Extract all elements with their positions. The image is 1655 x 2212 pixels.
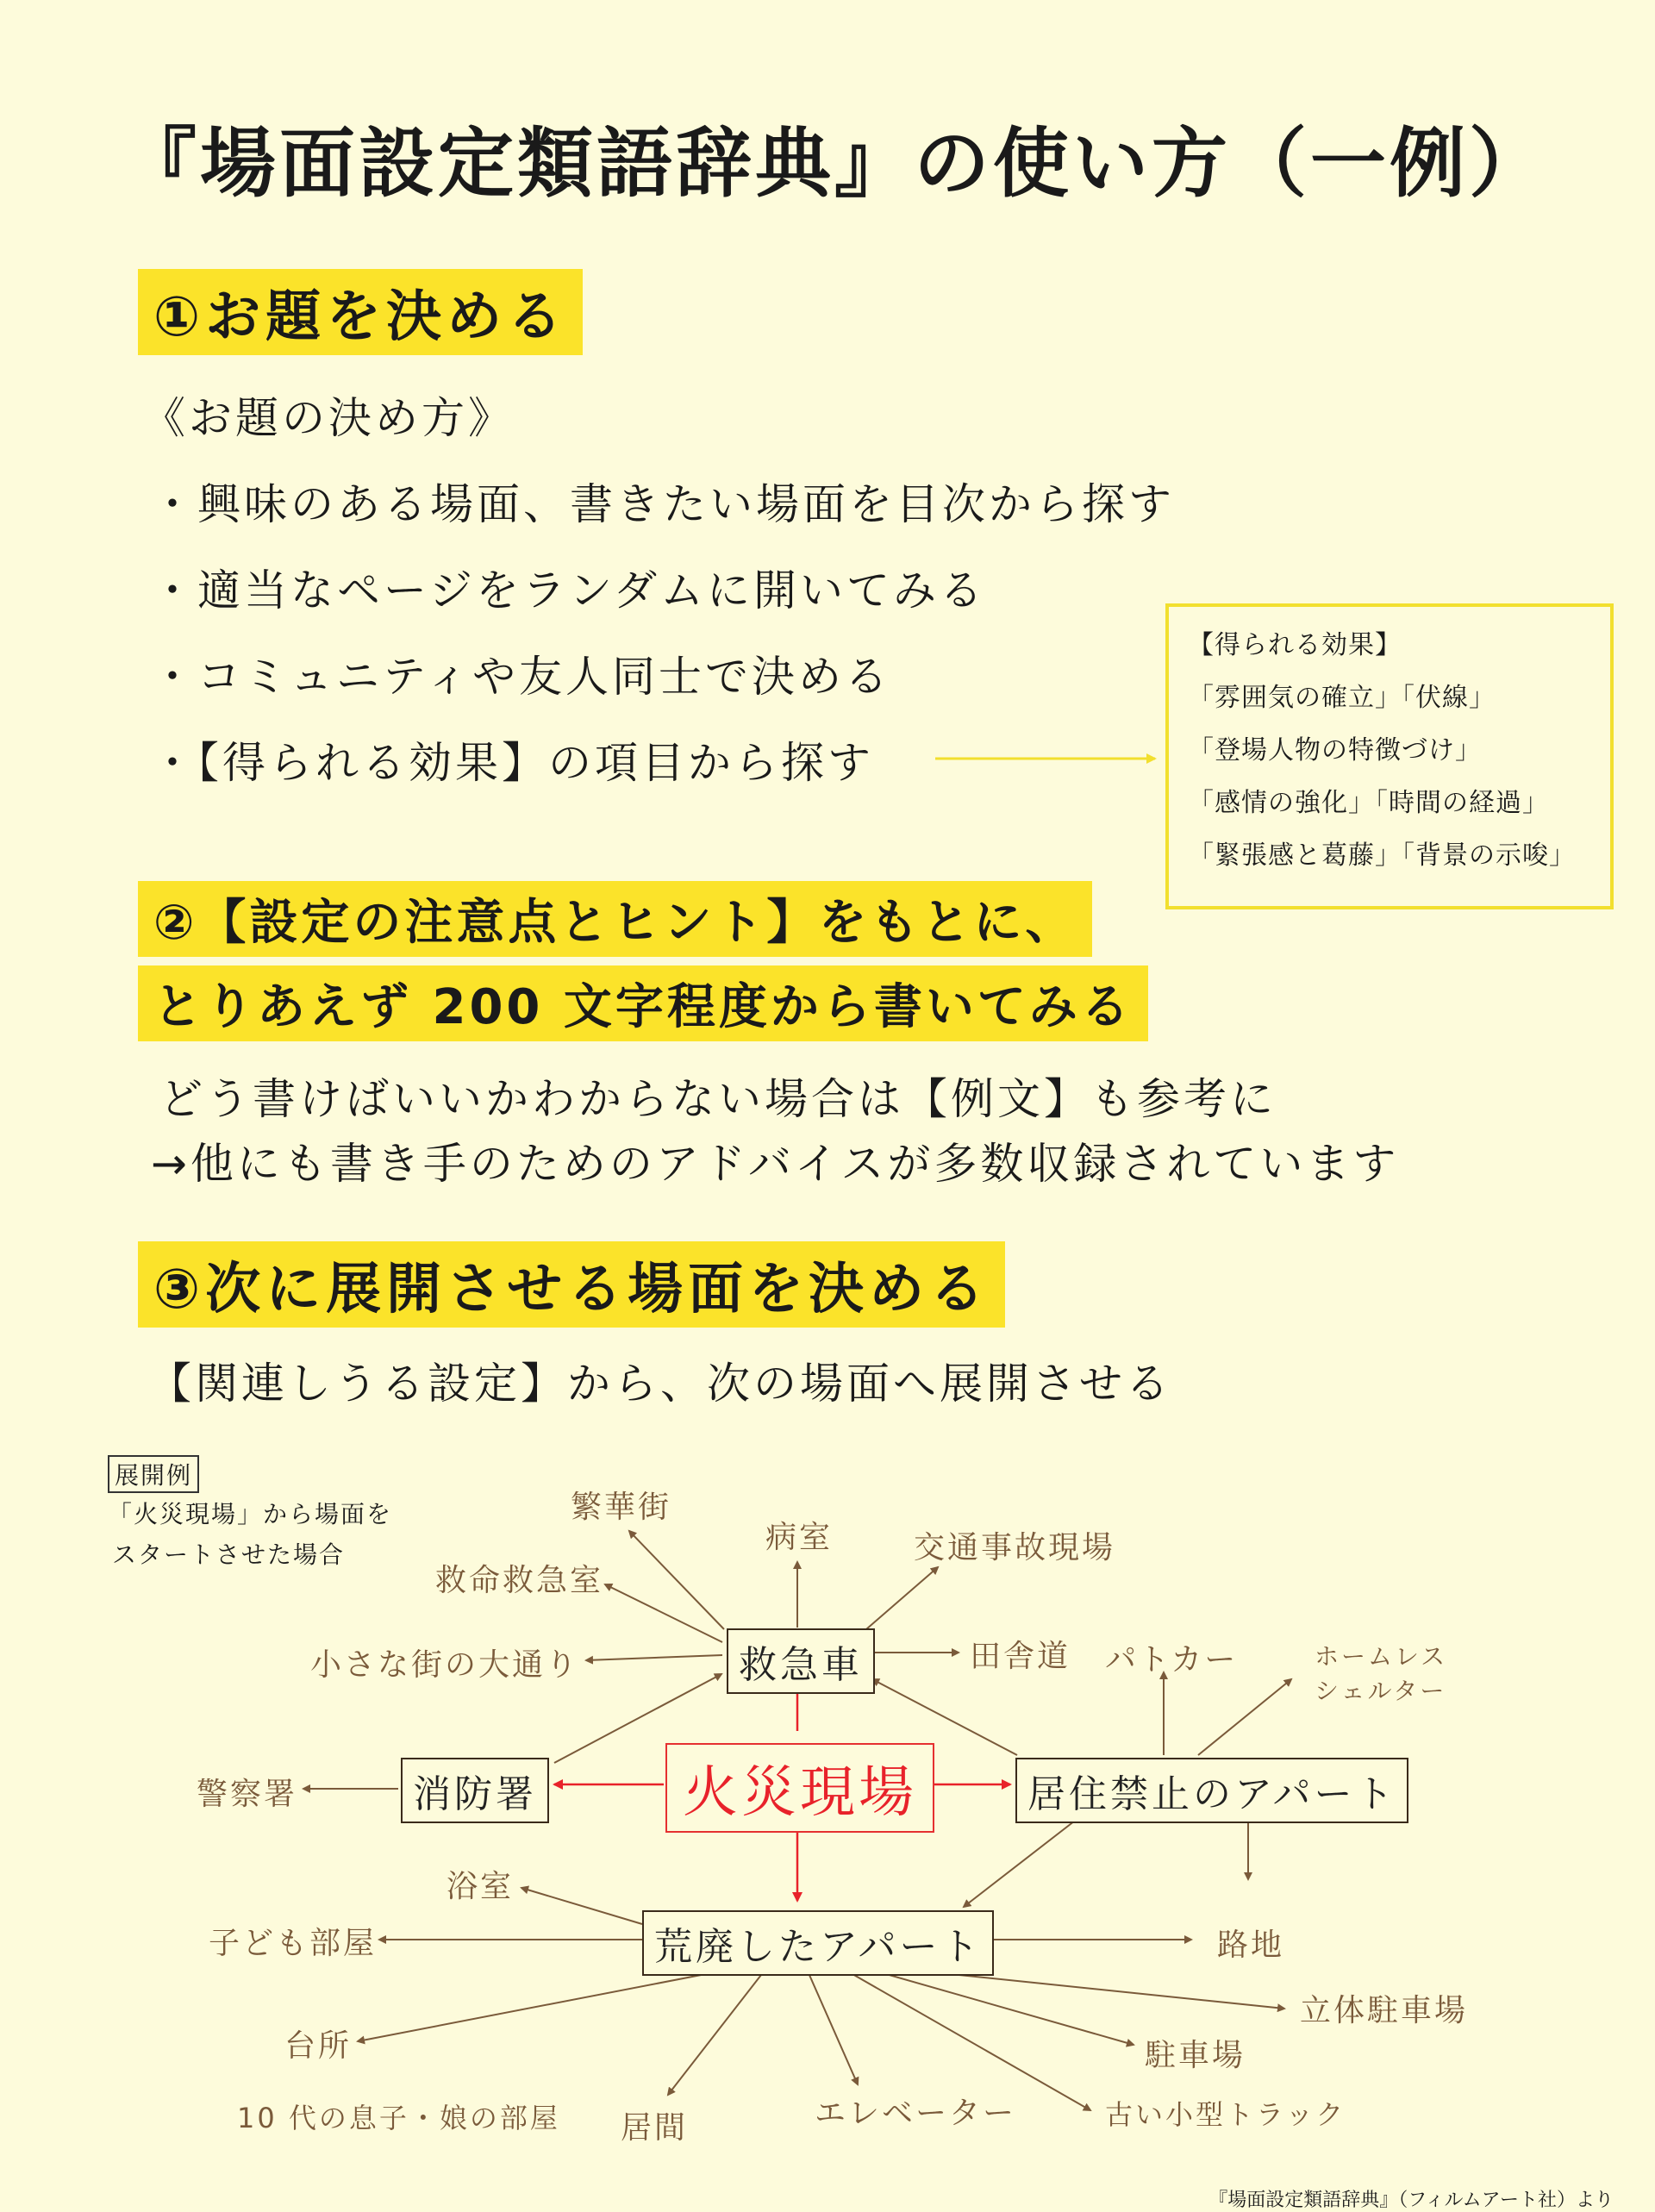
- node-homeless-shelter-line1: ホームレス: [1315, 1642, 1448, 1671]
- step2-body-line1: どう書けばいいかわからない場合は【例文】も参考に: [159, 1074, 1277, 1124]
- example-desc-line1: 「火災現場」から場面を: [108, 1500, 393, 1528]
- node-condemned-apartment: 居住禁止のアパート: [1015, 1758, 1408, 1823]
- step1-bullet-2: ・適当なページをランダムに開いてみる: [151, 565, 986, 615]
- node-country-road: 田舎道: [970, 1639, 1071, 1674]
- node-traffic-accident: 交通事故現場: [914, 1530, 1116, 1565]
- step1-bullet-3: ・コミュニティや友人同士で決める: [151, 652, 891, 702]
- node-teen-room: 10 代の息子・娘の部屋: [237, 2102, 560, 2134]
- effects-box-line-1: 「雰囲気の確立」「伏線」: [1188, 683, 1496, 713]
- node-small-town-main-street: 小さな街の大通り: [310, 1647, 580, 1683]
- step3-heading: ③次に展開させる場面を決める: [138, 1241, 1005, 1328]
- node-kitchen: 台所: [284, 2028, 353, 2064]
- node-parking-garage: 立体駐車場: [1300, 1993, 1469, 2028]
- footer-source: 『場面設定類語辞典』（フィルムアート社）より: [1208, 2190, 1614, 2211]
- node-old-pickup: 古い小型トラック: [1105, 2098, 1346, 2131]
- node-hospital-room: 病室: [765, 1520, 834, 1555]
- node-downtown: 繁華街: [571, 1490, 672, 1525]
- node-alley: 路地: [1217, 1928, 1285, 1963]
- example-desc-line2: スタートさせた場合: [112, 1540, 346, 1569]
- step1-bullet-1: ・興味のある場面、書きたい場面を目次から探す: [151, 479, 1175, 529]
- node-living-room: 居間: [621, 2110, 689, 2146]
- effects-box-title: 【得られる効果】: [1188, 630, 1402, 660]
- step1-bullet-4: ・【得られる効果】の項目から探す: [151, 738, 874, 788]
- step2-heading-line1: ②【設定の注意点とヒント】をもとに、: [138, 881, 1092, 957]
- node-ruined-apartment: 荒廃したアパート: [642, 1910, 994, 1976]
- node-emergency-room: 救命救急室: [435, 1563, 604, 1598]
- step2-heading-line2: とりあえず 200 文字程度から書いてみる: [138, 965, 1148, 1041]
- node-ambulance: 救急車: [727, 1628, 875, 1694]
- effects-box-line-2: 「登場人物の特徴づけ」: [1188, 735, 1482, 765]
- node-elevator: エレベーター: [815, 2096, 1017, 2131]
- step1-heading: ①お題を決める: [138, 269, 583, 355]
- node-fire-scene: 火災現場: [665, 1743, 934, 1833]
- node-childs-room: 子ども部屋: [209, 1926, 378, 1961]
- node-homeless-shelter-line2: シェルター: [1315, 1677, 1447, 1705]
- step2-body-line2: →他にも書き手のためのアドバイスが多数収録されています: [151, 1139, 1400, 1189]
- node-fire-station: 消防署: [401, 1758, 549, 1823]
- node-patrol-car: パトカー: [1105, 1642, 1239, 1678]
- effects-box-line-3: 「感情の強化」「時間の経過」: [1188, 788, 1549, 818]
- node-bathroom: 浴室: [447, 1869, 515, 1904]
- page-title: 『場面設定類語辞典』の使い方（一例）: [121, 119, 1549, 208]
- step3-body: 【関連しうる設定】から、次の場面へ展開させる: [148, 1359, 1172, 1409]
- node-police-station: 警察署: [197, 1777, 298, 1812]
- node-parking-lot: 駐車場: [1145, 2038, 1246, 2073]
- example-label: 展開例: [108, 1455, 199, 1493]
- step1-subheading: 《お題の決め方》: [142, 393, 515, 443]
- effects-box-line-4: 「緊張感と葛藤」「背景の示唆」: [1188, 840, 1576, 871]
